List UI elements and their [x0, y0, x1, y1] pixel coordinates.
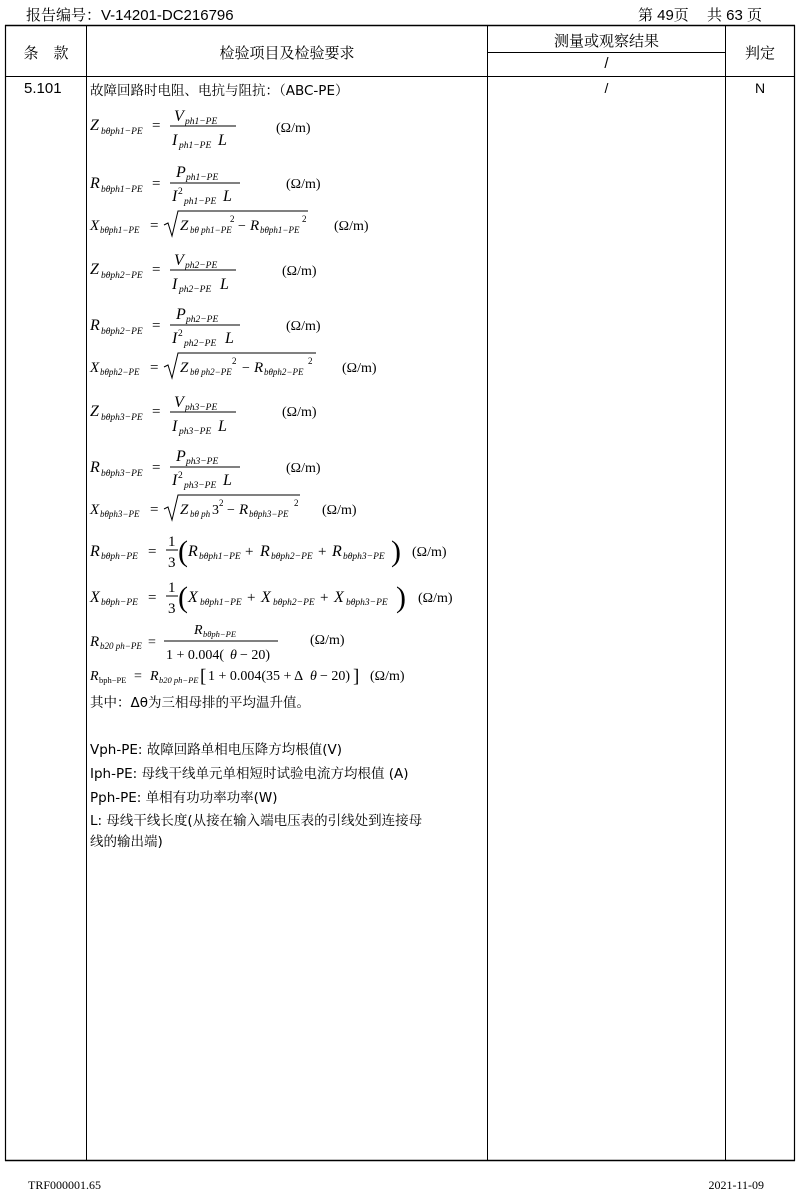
definition-l-line1: L: 母线干线长度(从接在输入端电压表的引线处到连接母: [90, 813, 423, 829]
svg-text:1 + 0.004(35 + Δ: 1 + 0.004(35 + Δ: [208, 669, 304, 684]
svg-text:2: 2: [219, 498, 224, 508]
svg-text:bθph2−PE: bθph2−PE: [100, 367, 140, 377]
form-date: 2021-11-09: [708, 1178, 764, 1192]
svg-text:(Ω/m): (Ω/m): [282, 405, 317, 420]
svg-text:I: I: [172, 472, 178, 489]
svg-text:=: =: [148, 544, 157, 560]
svg-text:bθph2−PE: bθph2−PE: [271, 552, 313, 562]
svg-text:(Ω/m): (Ω/m): [342, 361, 377, 376]
svg-text:2: 2: [308, 356, 313, 366]
svg-text:bθph1−PE: bθph1−PE: [101, 185, 143, 195]
svg-text:b20 ph−PE: b20 ph−PE: [159, 675, 199, 685]
svg-text:3: 3: [212, 503, 219, 518]
svg-text:bθph−PE: bθph−PE: [101, 598, 138, 608]
svg-text:−: −: [242, 361, 250, 376]
svg-text:bθ ph1−PE: bθ ph1−PE: [190, 225, 232, 235]
svg-text:=: =: [134, 669, 142, 684]
svg-text:=: =: [150, 360, 159, 376]
svg-text:3: 3: [168, 601, 176, 617]
svg-text:X: X: [90, 218, 100, 234]
svg-text:L: L: [220, 276, 229, 293]
svg-text:R: R: [90, 669, 99, 684]
svg-text:I: I: [172, 132, 178, 149]
svg-text:ph3−PE: ph3−PE: [185, 403, 218, 413]
svg-text:bθph1−PE: bθph1−PE: [100, 225, 140, 235]
svg-text:X: X: [90, 589, 100, 606]
svg-text:R: R: [90, 317, 100, 334]
svg-text:bθph−PE: bθph−PE: [101, 552, 138, 562]
formula-x-ph3: [90, 492, 390, 529]
svg-text:bθph3−PE: bθph3−PE: [101, 413, 143, 423]
svg-text:L: L: [223, 472, 232, 489]
form-number: TRF000001.65: [28, 1178, 102, 1192]
svg-text:+: +: [318, 544, 327, 560]
svg-text:bθph1−PE: bθph1−PE: [101, 127, 143, 137]
svg-text:I: I: [172, 276, 178, 293]
svg-text:ph2−PE: ph2−PE: [179, 285, 212, 295]
svg-text:bθph1−PE: bθph1−PE: [199, 552, 241, 562]
svg-text:): ): [396, 581, 406, 614]
svg-text:V: V: [174, 394, 184, 411]
svg-text:(Ω/m): (Ω/m): [286, 319, 321, 334]
svg-text:R: R: [188, 543, 198, 560]
svg-text:=: =: [152, 176, 161, 192]
svg-text:θ: θ: [230, 648, 237, 663]
svg-text:(Ω/m): (Ω/m): [286, 461, 321, 476]
svg-text:(Ω/m): (Ω/m): [334, 219, 369, 234]
svg-text:L: L: [225, 330, 234, 347]
svg-text:R: R: [250, 218, 260, 234]
svg-text:R: R: [90, 634, 100, 650]
svg-text:ph1−PE: ph1−PE: [179, 141, 212, 151]
svg-text:I: I: [172, 188, 178, 205]
svg-text:R: R: [90, 459, 100, 476]
svg-text:=: =: [148, 635, 156, 650]
svg-text:bθph2−PE: bθph2−PE: [101, 327, 143, 337]
svg-text:ph3−PE: ph3−PE: [179, 427, 212, 437]
svg-text:bθph3−PE: bθph3−PE: [346, 598, 388, 608]
svg-text:Z: Z: [90, 261, 99, 278]
svg-text:−: −: [227, 503, 235, 518]
svg-text:1 + 0.004(: 1 + 0.004(: [166, 648, 225, 663]
clause-number: 5.101: [24, 80, 62, 97]
svg-text:(Ω/m): (Ω/m): [282, 264, 317, 279]
svg-text:R: R: [254, 360, 264, 376]
svg-text:X: X: [90, 360, 100, 376]
svg-text:]: ]: [353, 666, 360, 687]
svg-text:1: 1: [168, 534, 176, 550]
svg-text:(Ω/m): (Ω/m): [418, 591, 453, 606]
svg-text:− 20): − 20): [240, 648, 271, 663]
svg-text:bθ ph2−PE: bθ ph2−PE: [190, 367, 232, 377]
svg-text:ph3−PE: ph3−PE: [186, 457, 219, 467]
result-value: /: [604, 80, 609, 96]
verdict-value: N: [754, 80, 766, 96]
svg-text:bθph2−PE: bθph2−PE: [273, 598, 315, 608]
svg-text:X: X: [90, 502, 100, 518]
header-item: 检验项目及检验要求: [219, 45, 355, 62]
svg-text:I: I: [172, 418, 178, 435]
svg-text:2: 2: [178, 329, 183, 339]
header-result-sub: /: [604, 55, 609, 72]
item-title: 故障回路时电阻、电抗与阻抗：（ABC-PE）: [90, 83, 349, 99]
unit-label: (Ω/m): [276, 121, 311, 136]
svg-text:2: 2: [178, 187, 183, 197]
svg-text:bθph1−PE: bθph1−PE: [260, 225, 300, 235]
svg-text:R: R: [260, 543, 270, 560]
svg-text:ph2−PE: ph2−PE: [185, 261, 218, 271]
svg-text:P: P: [176, 448, 186, 465]
svg-text:(Ω/m): (Ω/m): [310, 633, 345, 648]
svg-text:P: P: [176, 306, 186, 323]
svg-text:P: P: [176, 164, 186, 181]
formula-r-ph3: [90, 442, 390, 493]
svg-text:+: +: [247, 590, 256, 606]
header-result: 测量或观察结果: [553, 33, 659, 50]
formula-z-ph2: [90, 246, 390, 297]
svg-text:Z: Z: [180, 360, 189, 376]
svg-text:V: V: [174, 108, 184, 125]
svg-text:+: +: [245, 544, 254, 560]
svg-text:θ: θ: [310, 669, 317, 684]
svg-text:b20 ph−PE: b20 ph−PE: [100, 641, 142, 651]
svg-text:+: +: [320, 590, 329, 606]
svg-text:ph3−PE: ph3−PE: [184, 481, 217, 491]
svg-text:Z: Z: [180, 218, 189, 234]
svg-text:=: =: [152, 262, 161, 278]
svg-text:[: [: [200, 666, 207, 687]
svg-text:L: L: [218, 132, 227, 149]
svg-text:(Ω/m): (Ω/m): [370, 669, 405, 684]
formula-x-ph1: [90, 208, 390, 245]
svg-text:(Ω/m): (Ω/m): [322, 503, 357, 518]
svg-text:X: X: [188, 589, 198, 606]
svg-text:): ): [391, 535, 401, 568]
svg-text:=: =: [148, 590, 157, 606]
svg-text:V: V: [174, 252, 184, 269]
svg-text:2: 2: [232, 356, 237, 366]
svg-text:R: R: [194, 623, 203, 638]
svg-text:(Ω/m): (Ω/m): [286, 177, 321, 192]
note-delta-theta: 其中：Δθ为三相母排的平均温升值。: [90, 695, 310, 711]
definition-pph: Pph-PE: 单相有功功率功率(W): [90, 790, 278, 806]
svg-text:R: R: [150, 669, 159, 684]
svg-text:bθph3−PE: bθph3−PE: [101, 469, 143, 479]
svg-text:2: 2: [294, 498, 299, 508]
definition-vph: Vph-PE: 故障回路单相电压降方均根值(V): [90, 742, 343, 758]
svg-text:bθph1−PE: bθph1−PE: [200, 598, 242, 608]
svg-text:ph1−PE: ph1−PE: [184, 197, 217, 207]
formula-x-ph2: [90, 350, 410, 387]
svg-text:=: =: [150, 502, 159, 518]
svg-text:bph−PE: bph−PE: [99, 675, 127, 685]
svg-text:bθph−PE: bθph−PE: [203, 629, 237, 639]
svg-text:bθph2−PE: bθph2−PE: [264, 367, 304, 377]
svg-text:bθph3−PE: bθph3−PE: [343, 552, 385, 562]
svg-text:2: 2: [230, 214, 235, 224]
svg-text:(: (: [178, 535, 188, 568]
header-verdict: 判定: [744, 45, 775, 62]
svg-text:=: =: [152, 118, 161, 134]
svg-text:=: =: [152, 460, 161, 476]
svg-text:R: R: [332, 543, 342, 560]
formula-r-ph1: [90, 158, 390, 209]
svg-text:=: =: [150, 218, 159, 234]
definition-l-line2: 线的输出端): [90, 834, 163, 850]
svg-text:L: L: [218, 418, 227, 435]
svg-text:X: X: [261, 589, 271, 606]
formula-z-ph1: [90, 102, 390, 153]
formula-r-ph2: [90, 300, 390, 351]
svg-text:ph1−PE: ph1−PE: [186, 173, 219, 183]
svg-text:R: R: [90, 543, 100, 560]
definition-iph: Iph-PE: 母线干线单元单相短时试验电流方均根值 (A): [90, 766, 409, 782]
svg-text:ph2−PE: ph2−PE: [184, 339, 217, 349]
page-total: 共 63 页: [706, 7, 762, 24]
svg-text:bθph3−PE: bθph3−PE: [249, 509, 289, 519]
svg-text:2: 2: [178, 471, 183, 481]
svg-text:Z: Z: [180, 502, 189, 518]
svg-text:bθph2−PE: bθph2−PE: [101, 271, 143, 281]
svg-text:ph1−PE: ph1−PE: [185, 117, 218, 127]
svg-text:Z: Z: [90, 117, 99, 134]
formula-z-ph3: [90, 388, 390, 439]
svg-text:(: (: [178, 581, 188, 614]
svg-text:− 20): − 20): [320, 669, 351, 684]
svg-text:bθ ph: bθ ph: [190, 509, 211, 519]
svg-text:X: X: [334, 589, 344, 606]
svg-text:3: 3: [168, 555, 176, 571]
svg-text:−: −: [238, 219, 246, 234]
svg-text:=: =: [152, 318, 161, 334]
svg-text:bθph3−PE: bθph3−PE: [100, 509, 140, 519]
svg-text:1: 1: [168, 580, 176, 596]
svg-text:Z: Z: [90, 403, 99, 420]
svg-text:(Ω/m): (Ω/m): [412, 545, 447, 560]
svg-text:L: L: [223, 188, 232, 205]
header-clause: 条 款: [23, 45, 69, 62]
svg-text:R: R: [239, 502, 249, 518]
report-number: 报告编号：V-14201-DC216796: [26, 7, 234, 24]
svg-text:=: =: [152, 404, 161, 420]
svg-text:ph2−PE: ph2−PE: [186, 315, 219, 325]
svg-text:2: 2: [302, 214, 307, 224]
page-number: 第 49页: [637, 7, 689, 24]
svg-text:I: I: [172, 330, 178, 347]
svg-text:R: R: [90, 175, 100, 192]
